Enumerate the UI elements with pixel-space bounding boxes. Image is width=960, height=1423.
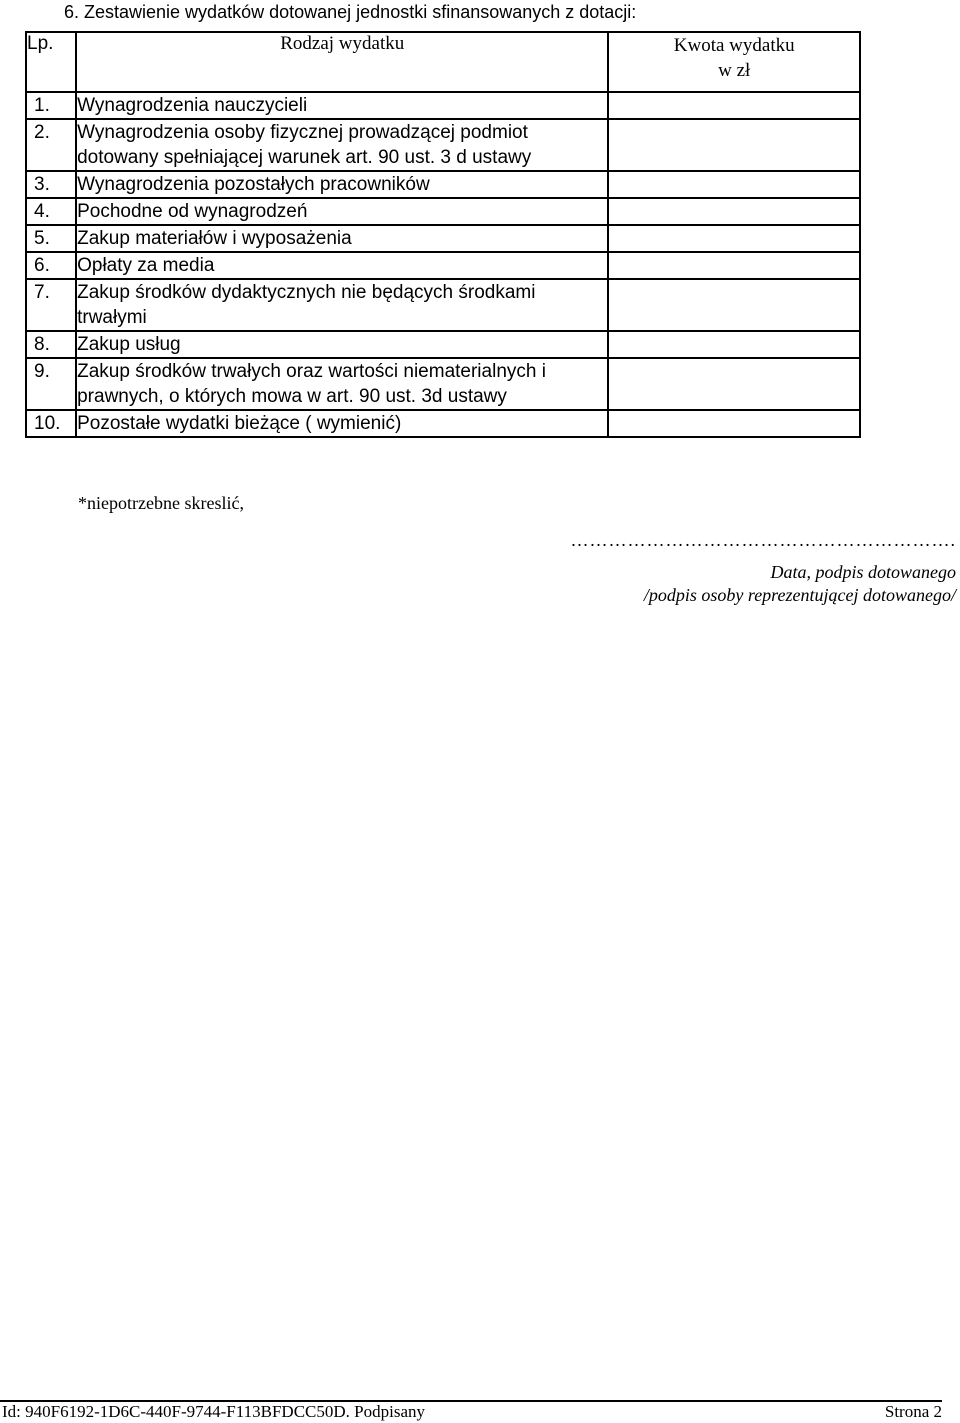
row-number: 4. bbox=[26, 198, 76, 225]
amount-cell[interactable] bbox=[608, 279, 860, 331]
table-row bbox=[26, 198, 860, 225]
row-number: 3. bbox=[26, 171, 76, 198]
amount-cell[interactable] bbox=[608, 225, 860, 252]
row-text: Wynagrodzenia osoby fizycznej prowadzącej podmiot dotowany spełniającej warunek art. 90 ust. 3 d ustawy bbox=[76, 119, 608, 171]
row-text: Opłaty za media bbox=[76, 252, 608, 279]
row-text: Zakup środków dydaktycznych nie będących środkami trwałymi bbox=[76, 279, 608, 331]
header-amount-line1: Kwota wydatku bbox=[673, 35, 795, 56]
signature-caption: Data, podpis dotowanego bbox=[770, 562, 956, 582]
amount-cell[interactable] bbox=[608, 331, 860, 358]
table-row bbox=[26, 119, 860, 171]
row-number: 5. bbox=[26, 225, 76, 252]
row-number: 1. bbox=[26, 92, 76, 119]
table-row bbox=[26, 252, 860, 279]
row-number: 2. bbox=[26, 119, 76, 171]
row-text: Pochodne od wynagrodzeń bbox=[76, 198, 608, 225]
row-text: Wynagrodzenia pozostałych pracowników bbox=[76, 171, 608, 198]
table-row bbox=[26, 225, 860, 252]
row-number: 8. bbox=[26, 331, 76, 358]
amount-cell[interactable] bbox=[608, 92, 860, 119]
header-lp: Lp. bbox=[26, 32, 76, 92]
header-amount bbox=[608, 32, 860, 92]
row-text: Zakup środków trwałych oraz wartości niematerialnych i prawnych, o których mowa w art. 90 ust. 3d ustawy bbox=[76, 358, 608, 410]
amount-cell[interactable] bbox=[608, 198, 860, 225]
row-number: 7. bbox=[26, 279, 76, 331]
page-number: Strona 2 bbox=[884, 1402, 942, 1421]
amount-cell[interactable] bbox=[608, 410, 860, 437]
table-header-row bbox=[26, 32, 860, 92]
row-text: Zakup materiałów i wyposażenia bbox=[76, 225, 608, 252]
amount-cell[interactable] bbox=[608, 358, 860, 410]
table-row bbox=[26, 279, 860, 331]
header-kind: Rodzaj wydatku bbox=[76, 32, 608, 92]
amount-cell[interactable] bbox=[608, 119, 860, 171]
row-number: 10. bbox=[26, 410, 76, 437]
header-amount-line2: w zł bbox=[718, 60, 751, 81]
table-row bbox=[26, 92, 860, 119]
amount-cell[interactable] bbox=[608, 252, 860, 279]
expenses-table bbox=[25, 31, 861, 438]
row-text: Pozostałe wydatki bieżące ( wymienić) bbox=[76, 410, 608, 437]
row-number: 9. bbox=[26, 358, 76, 410]
table-row bbox=[26, 410, 860, 437]
row-number: 6. bbox=[26, 252, 76, 279]
amount-cell[interactable] bbox=[608, 171, 860, 198]
signature-subcaption: /podpis osoby reprezentującej dotowanego/ bbox=[643, 585, 956, 605]
table-row bbox=[26, 331, 860, 358]
document-id: Id: 940F6192-1D6C-440F-9744-F113BFDCC50D. Podpisany bbox=[2, 1402, 425, 1421]
footnote: *niepotrzebne skreslić, bbox=[78, 493, 244, 513]
table-row bbox=[26, 171, 860, 198]
row-text: Zakup usług bbox=[76, 331, 608, 358]
section-heading: 6. Zestawienie wydatków dotowanej jednostki sfinansowanych z dotacji: bbox=[64, 2, 637, 22]
signature-dots: ……………………………………………………. bbox=[570, 530, 956, 550]
table-row bbox=[26, 358, 860, 410]
row-text: Wynagrodzenia nauczycieli bbox=[76, 92, 608, 119]
